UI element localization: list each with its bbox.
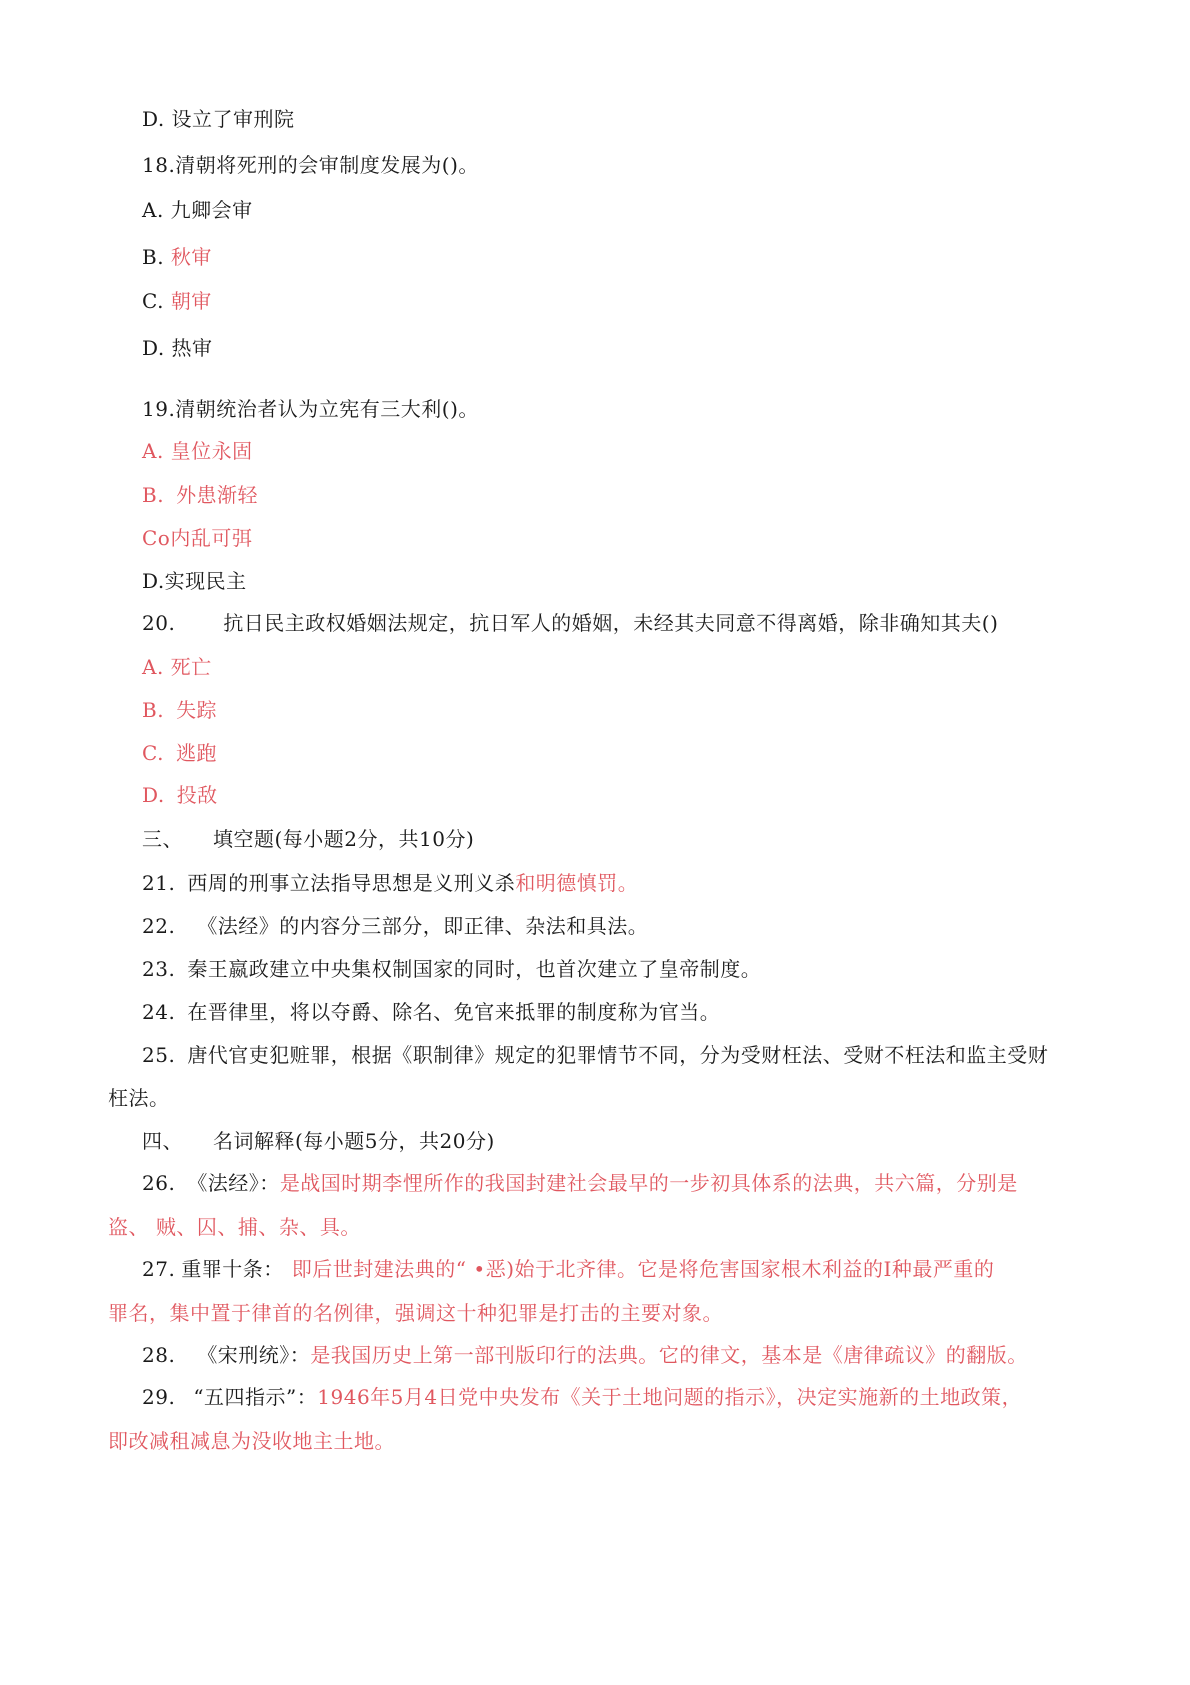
q24-text: 在晋律里，将以夺爵、除名、免官来抵罪的制度称为官当。 <box>187 1000 721 1024</box>
q20-option-b-label: B. <box>142 698 165 722</box>
q20-option-c-label: C. <box>142 741 164 765</box>
q18-option-b <box>142 244 212 270</box>
q20-stem-text: 抗日民主政权婚姻法规定，抗日军人的婚姻，未经其夫同意不得离婚，除非确知其夫() <box>223 611 999 635</box>
q19-option-d: D.实现民主 <box>142 569 247 593</box>
q27-line-1 <box>142 1256 994 1282</box>
q24-number: 24. <box>142 1000 176 1024</box>
q26-definition-1: 是战国时期李悝所作的我国封建社会最早的一步初具体系的法典，共六篇，分别是 <box>279 1171 1018 1195</box>
q29-term: “五四指示”： <box>193 1385 318 1409</box>
section-4-number: 四、 <box>142 1129 183 1153</box>
q20-option-b <box>142 697 217 723</box>
q27-number: 27. <box>142 1257 176 1281</box>
q19-option-c: Co内乱可弭 <box>142 526 253 550</box>
q21-answer: 和明德慎罚。 <box>515 871 639 895</box>
q26-number: 26. <box>142 1171 176 1195</box>
q26-line-1 <box>142 1170 1018 1196</box>
q29-line-2: 即改减租减息为没收地主土地。 <box>108 1429 395 1453</box>
q19-stem: 19.清朝统治者认为立宪有三大利()。 <box>142 397 479 421</box>
q27-line-2: 罪名，集中置于律首的名例律，强调这十种犯罪是打击的主要对象。 <box>108 1301 723 1325</box>
q25-text-1: 唐代官吏犯赃罪，根据《职制律》规定的犯罪情节不同，分为受财枉法、受财不枉法和监主受财 <box>187 1043 1049 1067</box>
q22-text: 《法经》的内容分三部分，即正律、杂法和具法。 <box>197 914 649 938</box>
q29-line-1 <box>142 1384 1022 1410</box>
q19-option-a: A. 皇位永固 <box>142 439 253 463</box>
q20-option-d-label: D. <box>142 783 165 807</box>
q18-stem: 18.清朝将死刑的会审制度发展为()。 <box>142 153 479 177</box>
q28-term: 《宋刑统》： <box>197 1343 311 1367</box>
q19-option-b-label: B. <box>142 483 165 507</box>
q20-number: 20. <box>142 611 176 635</box>
q20-option-d-answer: 投敌 <box>176 783 218 807</box>
q24 <box>142 999 720 1025</box>
q20-option-c <box>142 740 217 766</box>
section-3-heading <box>142 826 474 852</box>
q20-option-d <box>142 782 218 808</box>
section-3-number: 三、 <box>142 827 183 851</box>
q26-term: 《法经》： <box>187 1171 280 1195</box>
q18-option-c-answer: 朝审 <box>170 289 212 313</box>
q18-option-c-label: C. <box>142 289 164 313</box>
q28 <box>142 1342 1028 1368</box>
q21-text: 西周的刑事立法指导思想是义刑义杀 <box>187 871 516 895</box>
q28-definition: 是我国历史上第一部刊版印行的法典。它的律文，基本是《唐律疏议》的翻版。 <box>310 1343 1028 1367</box>
q25-line-1 <box>142 1042 1048 1068</box>
q19-option-b-answer: 外患渐轻 <box>176 483 259 507</box>
q18-option-b-answer: 秋审 <box>170 245 212 269</box>
q23-number: 23. <box>142 957 176 981</box>
q22-number: 22. <box>142 914 176 938</box>
q18-option-b-label: B. <box>142 245 165 269</box>
q18-option-a: A. 九卿会审 <box>142 198 253 222</box>
q21-number: 21. <box>142 871 176 895</box>
q23-text: 秦王嬴政建立中央集权制国家的同时，也首次建立了皇帝制度。 <box>187 957 762 981</box>
q23 <box>142 956 761 982</box>
q25-line-2: 枉法。 <box>108 1086 170 1110</box>
q27-definition-1: 即后世封建法典的“ •恶)始于北齐律。它是将危害国家根木利益的I种最严重的 <box>291 1257 995 1281</box>
q20-option-a: A. 死亡 <box>142 655 212 679</box>
q19-option-b <box>142 482 258 508</box>
q22 <box>142 913 648 939</box>
section-4-heading <box>142 1128 495 1154</box>
q20-option-c-answer: 逃跑 <box>175 741 217 765</box>
q20-option-b-answer: 失踪 <box>176 698 218 722</box>
q20-stem <box>142 610 998 636</box>
q25-number: 25. <box>142 1043 176 1067</box>
section-3-title: 填空题(每小题2分，共10分) <box>213 827 475 851</box>
q28-number: 28. <box>142 1343 176 1367</box>
q21 <box>142 870 638 896</box>
q27-term: 重罪十条： <box>181 1257 284 1281</box>
section-4-title: 名词解释(每小题5分，共20分) <box>213 1129 495 1153</box>
q17-option-d: D. 设立了审刑院 <box>142 107 295 131</box>
q29-number: 29. <box>142 1385 176 1409</box>
q18-option-c <box>142 288 212 314</box>
q26-line-2: 盗、 贼、囚、捕、杂、具。 <box>108 1215 361 1239</box>
q29-definition-1: 1946年5月4日党中央发布《关于土地问题的指示》，决定实施新的土地政策， <box>317 1385 1023 1409</box>
q18-option-d: D. 热审 <box>142 336 213 360</box>
